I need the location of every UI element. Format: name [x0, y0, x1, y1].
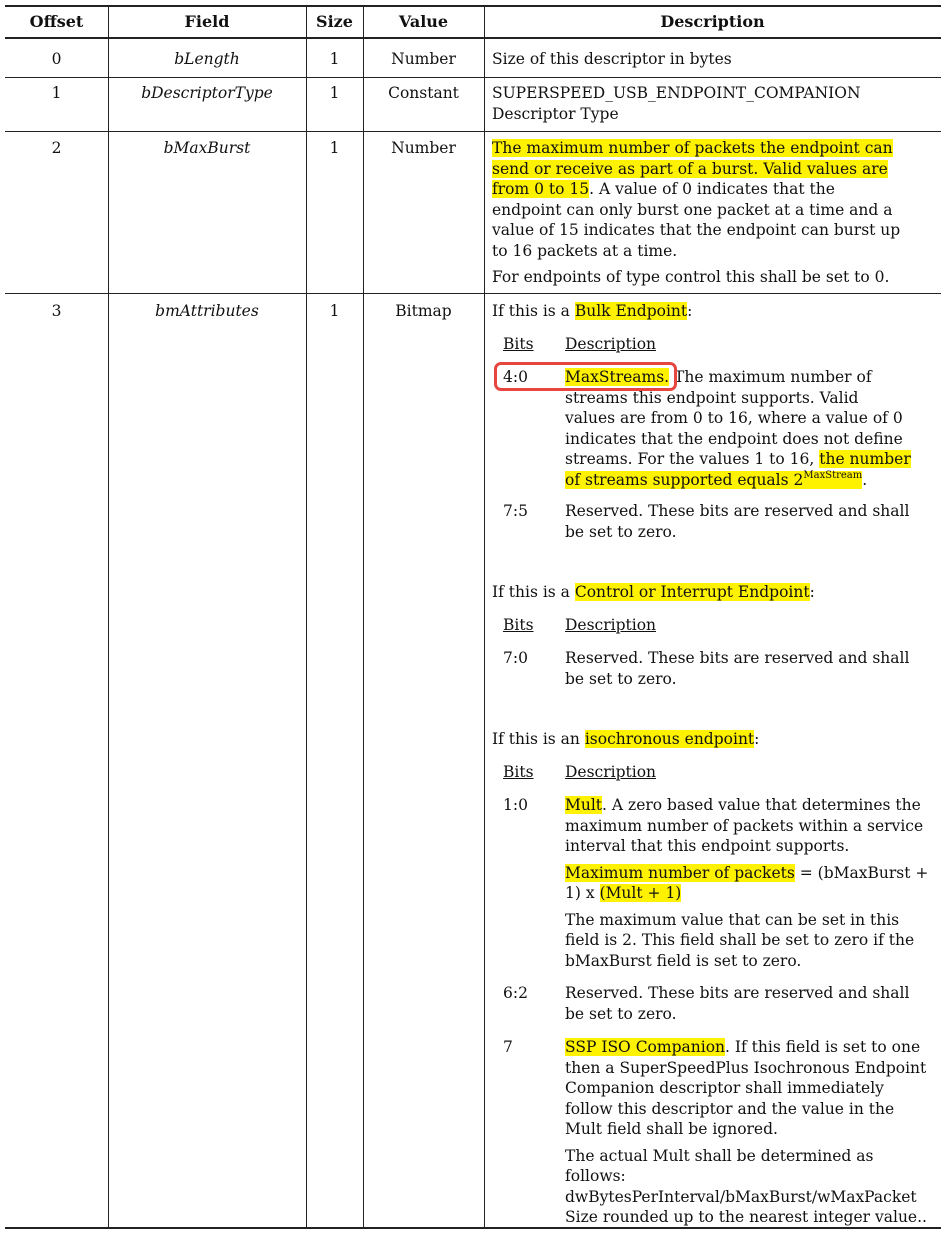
row1-description: SUPERSPEED_USB_ENDPOINT_COMPANION Descriptor Type — [492, 84, 861, 123]
bulk-bits-header: Bits — [503, 335, 534, 353]
highlight-box — [494, 362, 677, 391]
row2-value: Number — [391, 139, 456, 157]
iso-intro: If this is an isochronous endpoint: — [492, 730, 760, 748]
bulk-desc-header: Description — [565, 335, 657, 353]
row3-size: 1 — [329, 302, 340, 320]
bulk-bits-4-0: 4:0 — [503, 368, 528, 386]
row0-offset: 0 — [51, 50, 62, 68]
header-offset: Offset — [29, 12, 84, 31]
header-field: Field — [184, 12, 230, 31]
control-bits-7-0: 7:0 — [503, 649, 528, 667]
row0-description: Size of this descriptor in bytes — [492, 50, 732, 68]
row2-offset: 2 — [51, 139, 62, 157]
iso-bits-header: Bits — [503, 763, 534, 781]
bulk-maxstreams-desc: MaxStreams. The maximum number of streams this endpoint supports. Valid values are from 0 to 16, where a value of 0 indicates that the endpoint does not define streams. For the values 1 to 16, the number of streams supported equals $2^{MaxStream}$. — [565, 368, 911, 489]
row1-field: bDescriptorType — [141, 84, 273, 102]
row1-offset: 1 — [51, 84, 62, 102]
row0-size: 1 — [329, 50, 340, 68]
control-reserved-desc: Reserved. These bits are reserved and shall be set to zero. — [565, 649, 910, 688]
iso-bits-1-0: 1:0 — [503, 796, 528, 814]
row3-value: Bitmap — [395, 302, 452, 320]
header-value: Value — [398, 12, 449, 31]
header-description: Description — [660, 12, 765, 31]
row3-offset: 3 — [51, 302, 62, 320]
row0-field: bLength — [174, 50, 240, 68]
control-intro: If this is a Control or Interrupt Endpoint: — [492, 583, 815, 601]
iso-desc-header: Description — [565, 763, 657, 781]
iso-bits-6-2: 6:2 — [503, 984, 528, 1002]
row2-field: bMaxBurst — [163, 139, 251, 157]
row2-description: The maximum number of packets the endpoint can send or receive as part of a burst. Valid values are from 0 to 15. A value of 0 indicates that the endpoint can only burst one packet at a time and a value of 15 indicates that the endpoint can burst up to 16 packets at a time. For endpoints of type control this shall be set to 0. — [492, 139, 901, 286]
control-bits-header: Bits — [503, 616, 534, 634]
bulk-intro: If this is a Bulk Endpoint: — [492, 302, 693, 320]
iso-reserved-desc: Reserved. These bits are reserved and shall be set to zero. — [565, 984, 910, 1023]
row0-value: Number — [391, 50, 456, 68]
bulk-reserved-desc: Reserved. These bits are reserved and shall be set to zero. — [565, 502, 910, 541]
bulk-bits-7-5: 7:5 — [503, 502, 528, 520]
iso-mult-desc: Mult. A zero based value that determines the maximum number of packets within a service interval that this endpoint supports. Maximum number of packets = (bMaxBurst + 1) x (Mult + 1) The maximum value that can be set in this field is 2. This field shall be set to zero if the bMaxBurst field is set to zero. — [565, 796, 929, 970]
header-size: Size — [316, 12, 353, 31]
iso-ssp-desc: SSP ISO Companion. If this field is set to one then a SuperSpeedPlus Isochronous Endpoint Companion descriptor shall immediately follow this descriptor and the value in the Mult field shall be ignored. The actual Mult shall be determined as follows: dwBytesPerInterval/bMaxBurst/wMaxPacket Size rounded up to the nearest integer value.. — [565, 1038, 927, 1226]
control-desc-header: Description — [565, 616, 657, 634]
iso-bits-7: 7 — [503, 1038, 513, 1056]
row2-size: 1 — [329, 139, 340, 157]
table-header — [5, 5, 941, 39]
row1-size: 1 — [329, 84, 340, 102]
row1-value: Constant — [388, 84, 459, 102]
row3-field: bmAttributes — [155, 302, 259, 320]
